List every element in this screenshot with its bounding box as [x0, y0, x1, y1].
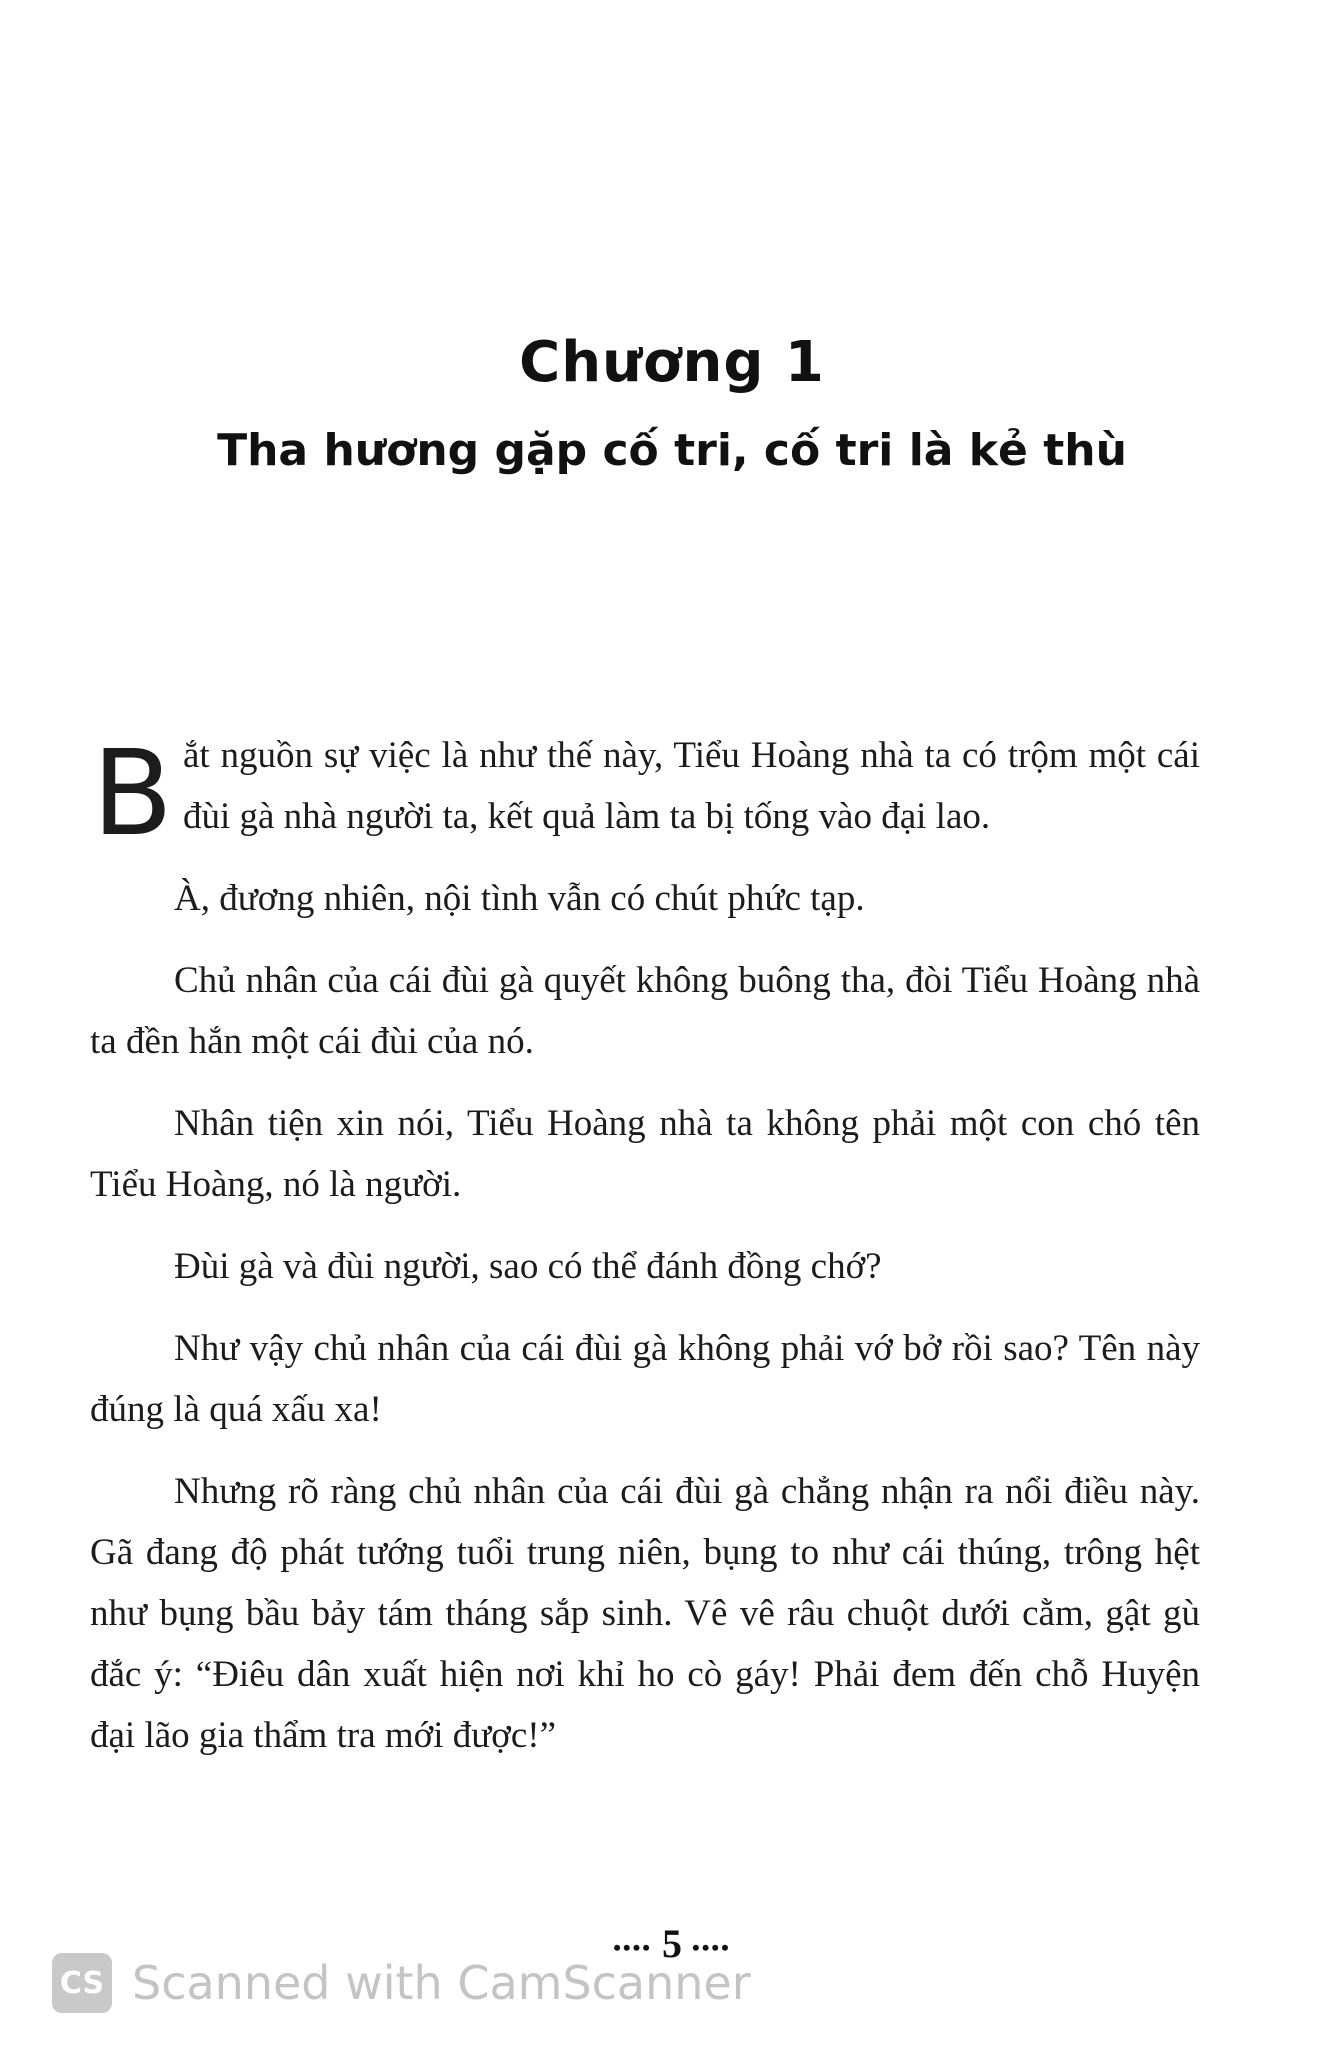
page-number-value: 5	[662, 1921, 682, 1966]
camscanner-logo-icon: CS	[52, 1953, 112, 2013]
drop-cap: B	[92, 724, 173, 862]
chapter-number: Chương 1	[519, 330, 825, 395]
chapter-body	[90, 725, 1200, 1787]
paragraph-5: Đùi gà và đùi người, sao có thể đánh đồng chớ?	[174, 1246, 882, 1287]
paragraph-7: Nhưng rõ ràng chủ nhân của cái đùi gà chẳng nhận ra nổi điều này. Gã đang độ phát tướng tuổi trung niên, bụng to như cái thúng, trông hệt như bụng bầu bảy tám tháng sắp sinh. Vê vê râu chuột dưới cằm, gật gù đắc ý: “Điêu dân xuất hiện nơi khỉ ho cò gáy! Phải đem đến chỗ Huyện đại lão gia thẩm tra mới được!”	[90, 1471, 1200, 1756]
paragraph-2: À, đương nhiên, nội tình vẫn có chút phức tạp.	[174, 878, 865, 919]
paragraph-6: Như vậy chủ nhân của cái đùi gà không phải vớ bở rồi sao? Tên này đúng là quá xấu xa!	[90, 1328, 1200, 1430]
watermark-text: Scanned with CamScanner	[132, 1956, 751, 2010]
paragraph-4: Nhân tiện xin nói, Tiểu Hoàng nhà ta không phải một con chó tên Tiểu Hoàng, nó là người.	[90, 1103, 1200, 1205]
paragraph-1	[90, 724, 1200, 862]
chapter-title: Tha hương gặp cố tri, cố tri là kẻ thù	[217, 425, 1127, 476]
camscanner-watermark	[52, 1948, 751, 2018]
page-number-dots-left: ••••	[613, 1934, 652, 1960]
paragraph-3: Chủ nhân của cái đùi gà quyết không buông tha, đòi Tiểu Hoàng nhà ta đền hắn một cái đùi của nó.	[90, 960, 1200, 1062]
page-number-dots-right: ••••	[692, 1934, 731, 1960]
paragraph-1-text: ắt nguồn sự việc là như thế này, Tiểu Hoàng nhà ta có trộm một cái đùi gà nhà người ta, kết quả làm ta bị tống vào đại lao.	[182, 735, 1200, 837]
